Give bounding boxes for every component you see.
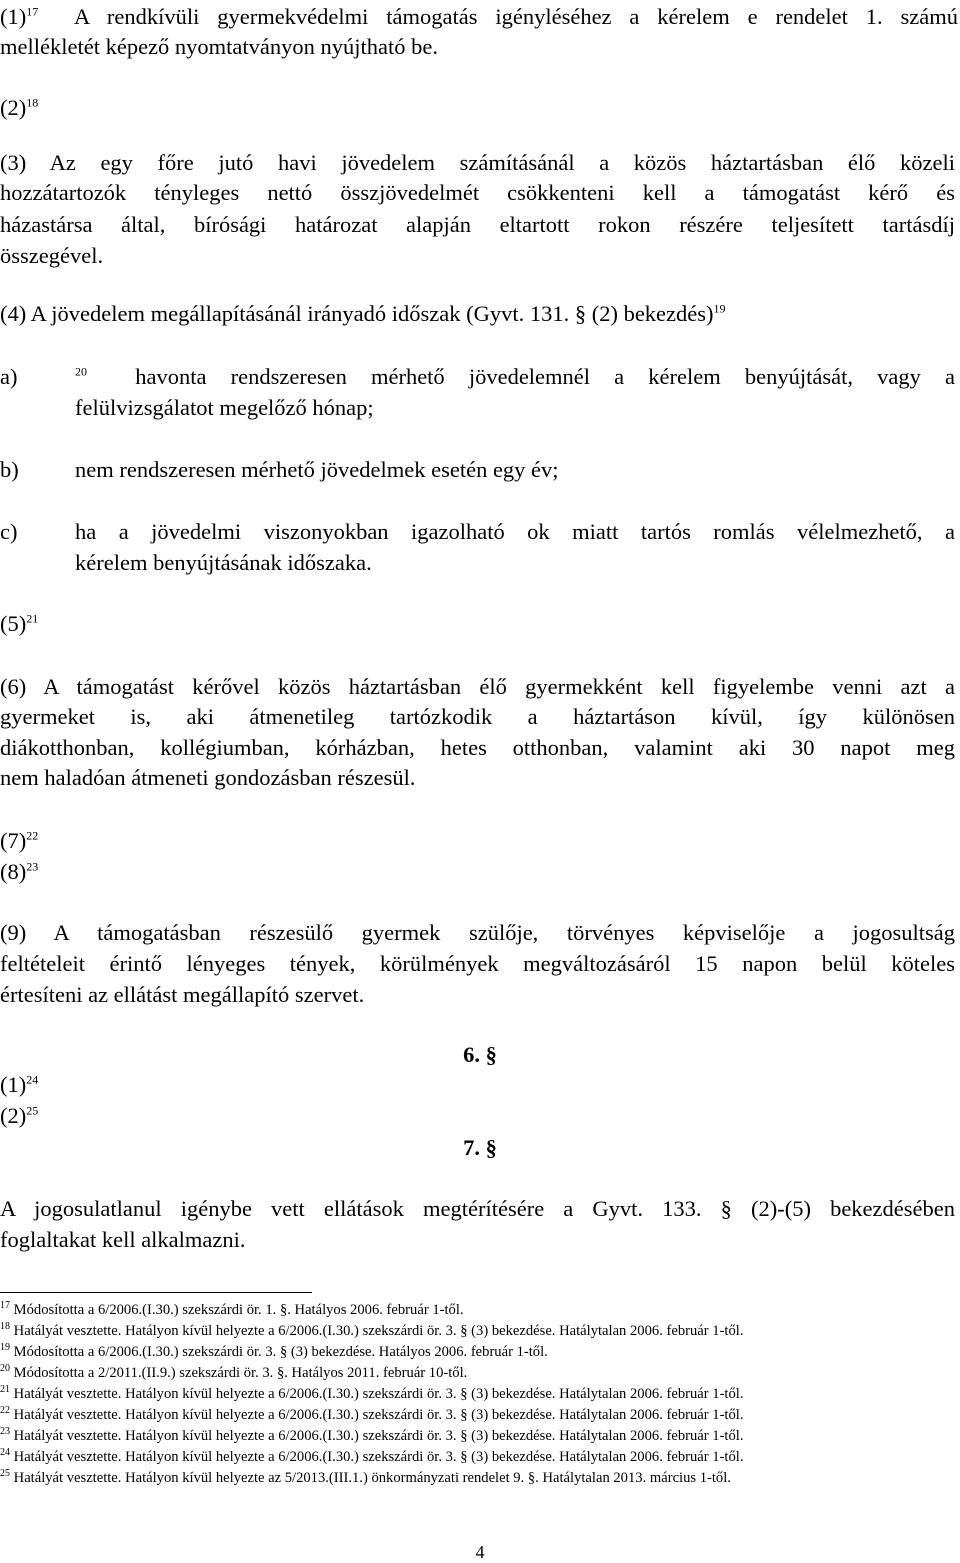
paragraph-3-line: összegével. [0, 243, 104, 268]
footnote-ref: 21 [26, 611, 39, 626]
footnote-ref: 17 [26, 4, 39, 19]
paragraph-9-line: feltételeit érintő lényeges tények, körülmények megváltozásáról 15 napon belül köteles [0, 951, 955, 976]
paragraph-2-label: $(2)^{18}$ [0, 95, 39, 120]
paragraph-3-line: (3) Az egy főre jutó havi jövedelem számításánál a közös háztartásban élő közeli [0, 150, 955, 175]
footnote: $^{24}$ Hatályát vesztette. Hatályon kívül helyezte a 6/2006.(I.30.) szekszárdi ör. 3. § (3) bekezdése. Hatálytalan 2006. február 1-től. [0, 1447, 744, 1465]
list-item-label: b) [0, 457, 19, 482]
paragraph-6-line: gyermeket is, aki átmenetileg tartózkodik a háztartáson kívül, így különösen [0, 704, 955, 729]
paragraph-1-line: $(1)^{17}$ A rendkívüli gyermekvédelmi támogatás igényléséhez a kérelem e rendelet 1. számú [0, 4, 958, 29]
footnote: $^{21}$ Hatályát vesztette. Hatályon kívül helyezte a 6/2006.(I.30.) szekszárdi ör. 3. § (3) bekezdése. Hatálytalan 2006. február 1-től. [0, 1384, 744, 1402]
paragraph-1-line: mellékletét képező nyomtatványon nyújtható be. [0, 34, 438, 59]
footnote-ref: 22 [26, 828, 39, 843]
paragraph-8-label: $(8)^{23}$ [0, 859, 39, 884]
list-item-c-line: ha a jövedelmi viszonyokban igazolható ok miatt tartós romlás vélelmezhető, a [75, 519, 955, 544]
section-6-para-2-label: $(2)^{25}$ [0, 1103, 39, 1128]
paragraph-3-line: házastársa által, bírósági határozat alapján eltartott rokon részére teljesített tartásdíj [0, 212, 955, 237]
list-item-a-line: $^{20}$ havonta rendszeresen mérhető jövedelemnél a kérelem benyújtását, vagy a [75, 364, 955, 389]
paragraph-9-line: (9) A támogatásban részesülő gyermek szülője, törvényes képviselője a jogosultság [0, 920, 955, 945]
list-item-b-line: nem rendszeresen mérhető jövedelmek esetén egy év; [75, 457, 559, 482]
footnote: $^{23}$ Hatályát vesztette. Hatályon kívül helyezte a 6/2006.(I.30.) szekszárdi ör. 3. § (3) bekezdése. Hatálytalan 2006. február 1-től. [0, 1426, 744, 1444]
page-number: 4 [475, 1542, 485, 1562]
section-6-heading: 6. § [463, 1042, 497, 1067]
paragraph-5-label: $(5)^{21}$ [0, 611, 39, 636]
footnote: $^{22}$ Hatályát vesztette. Hatályon kívül helyezte a 6/2006.(I.30.) szekszárdi ör. 3. § (3) bekezdése. Hatálytalan 2006. február 1-től. [0, 1405, 744, 1423]
section-6-para-1-label: $(1)^{24}$ [0, 1072, 39, 1097]
section-7-heading: 7. § [463, 1135, 497, 1160]
list-item-a-line: felülvizsgálatot megelőző hónap; [75, 395, 374, 420]
paragraph-6-line: diákotthonban, kollégiumban, kórházban, hetes otthonban, valamint aki 30 napot meg [0, 735, 955, 760]
footnote-separator [0, 1292, 312, 1293]
footnote-ref: 24 [26, 1072, 39, 1087]
footnote: $^{17}$ Módosította a 6/2006.(I.30.) szekszárdi ör. 1. §. Hatályos 2006. február 1-től. [0, 1300, 464, 1318]
footnote: $^{25}$ Hatályát vesztette. Hatályon kívül helyezte az 5/2013.(III.1.) önkormányzati rendelet 9. §. Hatálytalan 2013. március 1-től. [0, 1468, 731, 1486]
footnote: $^{20}$ Módosította a 2/2011.(II.9.) szekszárdi ör. 3. §. Hatályos 2011. február 10-től. [0, 1363, 468, 1381]
footnote-ref: 19 [713, 301, 726, 316]
paragraph-7-label: $(7)^{22}$ [0, 828, 39, 853]
paragraph-label: (1) [0, 4, 27, 29]
footnote-ref: 18 [26, 95, 39, 110]
footnote: $^{18}$ Hatályát vesztette. Hatályon kívül helyezte a 6/2006.(I.30.) szekszárdi ör. 3. § (3) bekezdése. Hatálytalan 2006. február 1-től. [0, 1321, 744, 1339]
footnote-ref: 20 [75, 364, 87, 379]
list-item-c-line: kérelem benyújtásának időszaka. [75, 550, 372, 575]
paragraph-6-line: (6) A támogatást kérővel közös háztartásban élő gyermekként kell figyelembe venni azt a [0, 674, 955, 699]
footnote-ref: 25 [26, 1103, 39, 1118]
list-item-label: c) [0, 519, 18, 544]
paragraph-9-line: értesíteni az ellátást megállapító szervet. [0, 982, 365, 1007]
section-7-line: A jogosulatlanul igénybe vett ellátások megtérítésére a Gyvt. 133. § (2)-(5) bekezdésében [0, 1196, 955, 1221]
paragraph-4-line: (4) A jövedelem megállapításánál irányadó időszak (Gyvt. 131. § (2) bekezdés)$^{19}$ [0, 301, 726, 326]
paragraph-3-line: hozzátartozók tényleges nettó összjövedelmét csökkenteni kell a támogatást kérő és [0, 180, 955, 205]
footnote-ref: 23 [26, 859, 39, 874]
list-item-label: a) [0, 364, 18, 389]
section-7-line: foglaltakat kell alkalmazni. [0, 1227, 246, 1252]
paragraph-6-line: nem haladóan átmeneti gondozásban részesül. [0, 765, 416, 790]
footnote: $^{19}$ Módosította a 6/2006.(I.30.) szekszárdi ör. 3. § (3) bekezdése. Hatályos 2006. február 1-től. [0, 1342, 548, 1360]
